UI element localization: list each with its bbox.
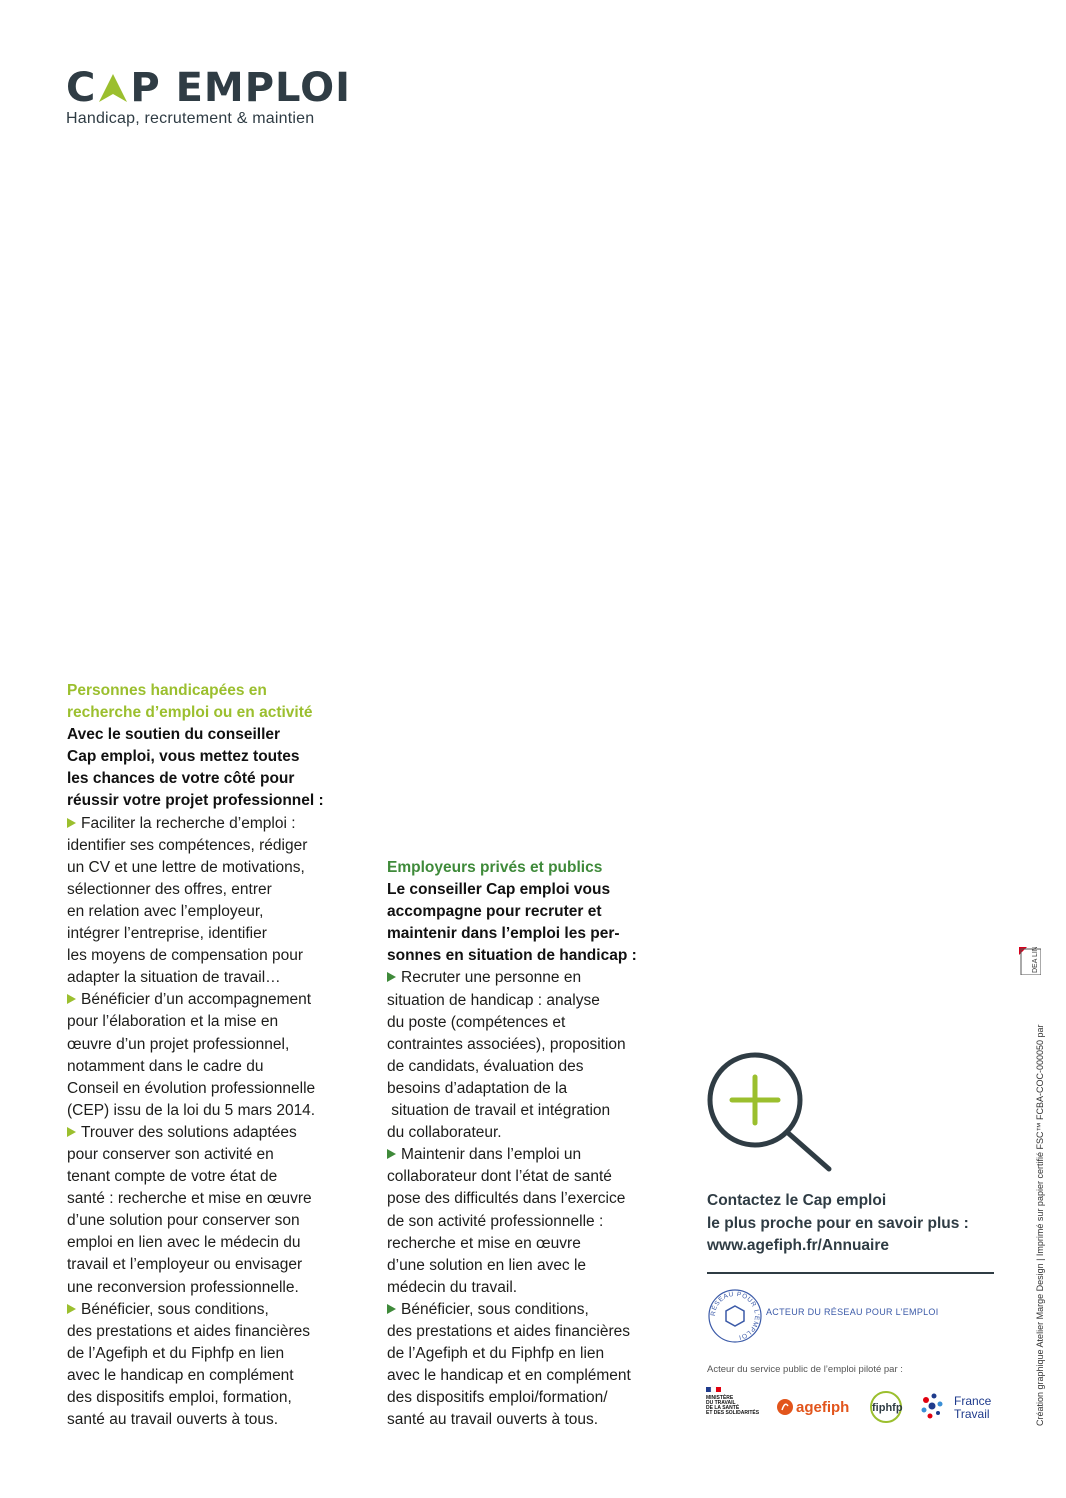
column-employeurs — [387, 857, 687, 1431]
svg-text:RÉSEAU POUR L’EMPLOI — [709, 1291, 760, 1341]
col1-lead-1: Avec le soutien du conseiller — [67, 726, 281, 744]
magnifier-plus-icon — [705, 1050, 835, 1175]
dea-text: DEA LINK — [1032, 947, 1039, 973]
col1-b4-line: de l’Agefiph et du Fiphfp en lien — [67, 1344, 285, 1362]
reseau-label: ACTEUR DU RÉSEAU POUR L’EMPLOI — [766, 1307, 939, 1317]
bullet-arrow-icon — [387, 972, 396, 982]
col2-b2-line: recherche et mise en œuvre — [387, 1234, 581, 1252]
text: Trouver des solutions adaptées — [81, 1123, 297, 1141]
col1-b2-line — [67, 989, 367, 1011]
col2-b2-line: médecin du travail. — [387, 1278, 518, 1296]
col1-b1-line: un CV et une lettre de motivations, — [67, 858, 305, 876]
col1-b4-line: des prestations et aides financières — [67, 1322, 310, 1340]
france-travail-logo — [922, 1394, 992, 1422]
col1-b3-line: travail et l’employeur ou envisager — [67, 1256, 303, 1274]
col1-title-line1: Personnes handicapées en — [67, 682, 267, 699]
contact-line2: le plus proche pour en savoir plus : — [707, 1214, 969, 1232]
brand-a-arrow-icon — [98, 68, 128, 98]
col1-b3-line: tenant compte de votre état de — [67, 1168, 278, 1186]
col1-b3-line: pour conserver son activité en — [67, 1145, 274, 1163]
col2-b2-line — [387, 1144, 687, 1166]
acteur-text: Acteur du service public de l’emploi piloté par : — [707, 1364, 903, 1375]
text: Faciliter la recherche d’emploi : — [81, 814, 296, 832]
contact-block — [707, 1190, 1007, 1258]
bullet-arrow-icon — [67, 818, 76, 828]
col1-lead-4: réussir votre projet professionnel : — [67, 792, 324, 810]
column-personnes — [67, 680, 367, 1431]
col2-b3-line: des prestations et aides financières — [387, 1322, 630, 1340]
col2-title: Employeurs privés et publics — [387, 859, 603, 876]
bullet-arrow-icon — [67, 1127, 76, 1137]
col1-b1-line: intégrer l’entreprise, identifier — [67, 925, 267, 943]
bullet-arrow-icon — [67, 994, 76, 1004]
cap-emploi-logo — [66, 66, 366, 128]
col2-b3-line: avec le handicap et en complément — [387, 1367, 631, 1385]
col1-title-line2: recherche d’emploi ou en activité — [67, 704, 313, 722]
col1-b1-line: sélectionner des offres, entrer — [67, 880, 272, 898]
col2-b1-line: du collaborateur. — [387, 1124, 502, 1142]
ministere-line1: MINISTÈRE — [706, 1395, 734, 1401]
col1-b1-line: identifier ses compétences, rédiger — [67, 836, 308, 854]
text: Bénéficier, sous conditions, — [401, 1300, 589, 1318]
col1-b4-line: avec le handicap en complément — [67, 1366, 294, 1384]
col1-b2-line: Conseil en évolution professionnelle — [67, 1079, 316, 1097]
col2-b2-line: de son activité professionnelle : — [387, 1212, 604, 1230]
partner-logos — [704, 1386, 1004, 1426]
col2-b1-line — [387, 967, 687, 989]
ministere-line2: DU TRAVAIL — [706, 1400, 736, 1406]
france-travail-line1: France — [954, 1394, 992, 1408]
col1-b1-line: adapter la situation de travail… — [67, 969, 281, 987]
col1-b2-line: œuvre d’un projet professionnel, — [67, 1035, 290, 1053]
col2-b3-line: santé au travail ouverts à tous. — [387, 1411, 599, 1429]
side-credit-text: Création graphique Atelier Marge Design | Imprimé sur papier certifié FSC™ FCBA-COC-000050 par — [1035, 1024, 1045, 1426]
brand-tagline: Handicap, recrutement & maintien — [66, 110, 315, 127]
col1-b2-line: pour l’élaboration et la mise en — [67, 1013, 279, 1031]
col2-b2-line: pose des difficultés dans l’exercice — [387, 1190, 626, 1208]
col2-lead-2: accompagne pour recruter et — [387, 903, 602, 921]
dea-link-logo — [1019, 947, 1041, 975]
ministere-line3: DE LA SANTÉ — [706, 1405, 740, 1411]
ministere-logo — [706, 1387, 760, 1416]
bullet-arrow-icon — [67, 1304, 76, 1314]
text: Recruter une personne en — [401, 969, 582, 987]
col1-lead-2: Cap emploi, vous mettez toutes — [67, 748, 300, 766]
col2-b1-line: contraintes associées), proposition — [387, 1035, 626, 1053]
agefiph-logo — [777, 1399, 849, 1416]
col1-lead-3: les chances de votre côté pour — [67, 770, 295, 788]
col2-b1-line: situation de handicap : analyse — [387, 991, 600, 1009]
col2-lead-4: sonnes en situation de handicap : — [387, 947, 637, 965]
col2-b3-line: de l’Agefiph et du Fiphfp en lien — [387, 1345, 605, 1363]
col1-b3-line: santé : recherche et mise en œuvre — [67, 1190, 312, 1208]
col1-b3-line: emploi en lien avec le médecin du — [67, 1234, 301, 1252]
reseau-emploi-badge-icon — [707, 1288, 763, 1344]
divider — [707, 1272, 994, 1274]
col1-b3-line — [67, 1122, 367, 1144]
col1-b3-line: une reconversion professionnelle. — [67, 1278, 299, 1296]
fiphfp-logo — [871, 1392, 903, 1422]
brand-name-c: C — [66, 65, 97, 111]
col1-b4-line: des dispositifs emploi, formation, — [67, 1389, 292, 1406]
text: Maintenir dans l’emploi un — [401, 1146, 582, 1164]
bullet-arrow-icon — [387, 1149, 396, 1159]
col1-b2-line: (CEP) issu de la loi du 5 mars 2014. — [67, 1101, 316, 1119]
text: Bénéficier d’un accompagnement — [81, 991, 312, 1009]
brand-name-rest: P EMPLOI — [130, 65, 351, 111]
col2-b1-line: de candidats, évaluation des — [387, 1057, 584, 1075]
col2-b1-line: du poste (compétences et — [387, 1013, 566, 1031]
col2-lead-3: maintenir dans l’emploi les per- — [387, 925, 620, 943]
col2-b2-line: d’une solution en lien avec le — [387, 1256, 587, 1274]
col1-b4-line — [67, 1299, 367, 1321]
col2-b3-line: des dispositifs emploi/formation/ — [387, 1389, 608, 1407]
agefiph-text: agefiph — [796, 1399, 850, 1416]
ministere-line4: ET DES SOLIDARITÉS — [706, 1410, 760, 1416]
col1-b1-line: les moyens de compensation pour — [67, 947, 304, 965]
col2-b1-line: besoins d’adaptation de la — [387, 1079, 568, 1097]
col2-b2-line: collaborateur dont l’état de santé — [387, 1168, 612, 1186]
bullet-arrow-icon — [387, 1304, 396, 1314]
france-travail-line2: Travail — [954, 1407, 990, 1421]
text: Bénéficier, sous conditions, — [81, 1300, 269, 1318]
col2-b1-line: situation de travail et intégration — [387, 1102, 611, 1120]
col1-b2-line: notamment dans le cadre du — [67, 1057, 264, 1075]
col1-b3-line: d’une solution pour conserver son — [67, 1212, 300, 1230]
col1-b4-line: santé au travail ouverts à tous. — [67, 1411, 279, 1429]
col2-b3-line — [387, 1299, 687, 1321]
reseau-badge-text: RÉSEAU POUR L’EMPLOI — [709, 1290, 761, 1341]
col1-b1-line: en relation avec l’employeur, — [67, 902, 264, 920]
fiphfp-text: fiphfp — [872, 1402, 903, 1414]
col2-lead-1: Le conseiller Cap emploi vous — [387, 881, 611, 899]
brand-name — [66, 66, 366, 110]
contact-line1: Contactez le Cap emploi — [707, 1192, 887, 1209]
contact-url-link[interactable]: www.agefiph.fr/Annuaire — [707, 1237, 889, 1254]
col1-b1-line — [67, 813, 367, 835]
